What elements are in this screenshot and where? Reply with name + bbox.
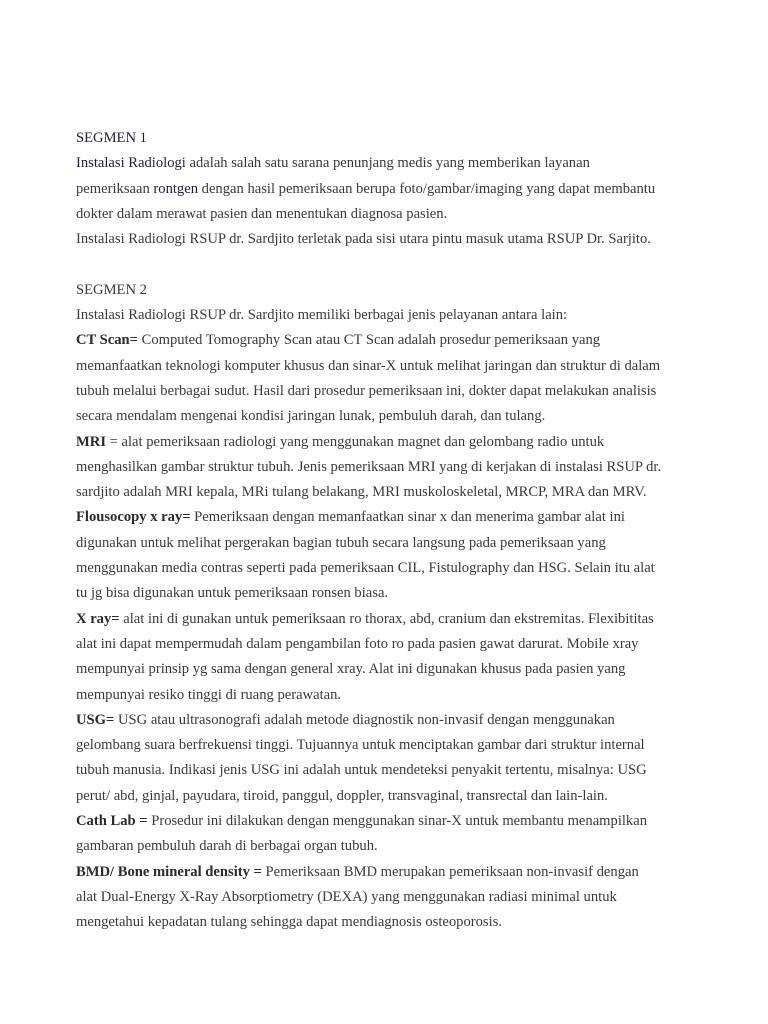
term-rontgen: rontgen — [153, 180, 198, 197]
service-xray-line1 — [76, 607, 706, 632]
service-line: digunakan untuk melihat pergerakan bagian tubuh secara langsung pada pemeriksaan yang — [76, 534, 606, 551]
service-line: mempunyai prinsip yg sama dengan general xray. Alat ini digunakan khusus pada pasien yang — [76, 661, 626, 678]
text: Prosedur ini dilakukan dengan menggunakan sinar-X untuk membantu menampilkan — [147, 813, 648, 830]
service-line: memanfaatkan teknologi komputer khusus dan sinar-X untuk melihat jaringan dan struktur di dalam — [76, 357, 661, 374]
service-line: alat ini dapat mempermudah dalam pengambilan foto ro pada pasien gawat darurat. Mobile xray — [76, 635, 639, 652]
service-mri-line1 — [76, 430, 706, 455]
service-line: gelombang suara berfrekuensi tinggi. Tujuannya untuk menciptakan gambar dari struktur internal — [76, 737, 645, 754]
text: dengan hasil pemeriksaan berupa foto/gambar/imaging yang dapat membantu — [198, 180, 656, 197]
service-line: tubuh melalui berbagai sudut. Hasil dari prosedur pemeriksaan ini, dokter dapat melakukan analisis — [76, 382, 657, 399]
segment1-intro-line3: dokter dalam merawat pasien dan menentukan diagnosa pasien. — [76, 205, 448, 222]
service-term: CT Scan= — [76, 332, 138, 349]
segment2-intro: Instalasi Radiologi RSUP dr. Sardjito memiliki berbagai jenis pelayanan antara lain: — [76, 307, 568, 324]
text: adalah salah satu sarana penunjang medis yang memberikan layanan — [185, 155, 590, 172]
service-line: menggunakan media contras seperti pada pemeriksaan CIL, Fistulography dan HSG. Selain itu alat — [76, 560, 655, 577]
service-line: gambaran pembuluh darah di berbagai organ tubuh. — [76, 838, 378, 855]
segment1-heading: SEGMEN 1 — [76, 130, 147, 146]
text: alat ini di gunakan untuk pemeriksaan ro thorax, abd, cranium dan ekstremitas. Flexibititas — [119, 610, 654, 627]
spacer — [76, 252, 706, 277]
service-term: Cath Lab = — [76, 813, 148, 830]
text: pemeriksaan — [76, 180, 154, 197]
service-usg-line1 — [76, 708, 706, 733]
text: = alat pemeriksaan radiologi yang menggunakan magnet dan gelombang radio untuk — [106, 433, 605, 450]
service-line: mengetahui kepadatan tulang sehingga dapat mendiagnosis osteoporosis. — [76, 914, 502, 931]
segment1-intro-line2 — [76, 177, 706, 202]
service-line: secara mendalam mengenai kondisi jaringan lunak, pembuluh darah, dan tulang. — [76, 408, 546, 425]
service-term: Flousocopy x ray= — [76, 509, 191, 526]
segment1-location: Instalasi Radiologi RSUP dr. Sardjito terletak pada sisi utara pintu masuk utama RSUP Dr. Sarjito. — [76, 231, 651, 248]
service-term: BMD/ Bone mineral density = — [76, 863, 262, 880]
service-term: USG= — [76, 711, 115, 728]
text: Computed Tomography Scan atau CT Scan adalah prosedur pemeriksaan yang — [137, 332, 601, 349]
term-instalasi-radiologi: Instalasi Radiologi — [76, 155, 186, 172]
text: USG atau ultrasonografi adalah metode diagnostik non-invasif dengan menggunakan — [114, 711, 615, 728]
segment2-heading: SEGMEN 2 — [76, 281, 147, 298]
text: Pemeriksaan BMD merupakan pemeriksaan non-invasif dengan — [261, 863, 639, 880]
service-line: perut/ abd, ginjal, payudara, tiroid, panggul, doppler, transvaginal, transrectal dan lain-lain. — [76, 787, 608, 804]
service-line: sardjito adalah MRI kepala, MRi tulang belakang, MRI muskoloskeletal, MRCP, MRA dan MRV. — [76, 484, 647, 501]
service-cath-lab-line1 — [76, 809, 706, 834]
segment1-intro-line1 — [76, 151, 706, 176]
service-term: X ray= — [76, 610, 120, 627]
service-line: menghasilkan gambar struktur tubuh. Jenis pemeriksaan MRI yang di kerjakan di instalasi RSUP dr. — [76, 458, 662, 475]
service-line: mempunyai resiko tinggi di ruang perawatan. — [76, 686, 342, 703]
document-page — [76, 126, 706, 936]
service-term: MRI — [76, 433, 106, 450]
service-line: tu jg bisa digunakan untuk pemeriksaan ronsen biasa. — [76, 585, 389, 602]
service-line: alat Dual-Energy X-Ray Absorptiometry (DEXA) yang menggunakan radiasi minimal untuk — [76, 888, 617, 905]
service-line: tubuh manusia. Indikasi jenis USG ini adalah untuk mendeteksi penyakit tertentu, misalnya: USG — [76, 762, 647, 779]
service-ct-scan-line1 — [76, 328, 706, 353]
text: Pemeriksaan dengan memanfaatkan sinar x dan menerima gambar alat ini — [190, 509, 625, 526]
service-bmd-line1 — [76, 860, 706, 885]
service-fluoroscopy-line1 — [76, 505, 706, 530]
